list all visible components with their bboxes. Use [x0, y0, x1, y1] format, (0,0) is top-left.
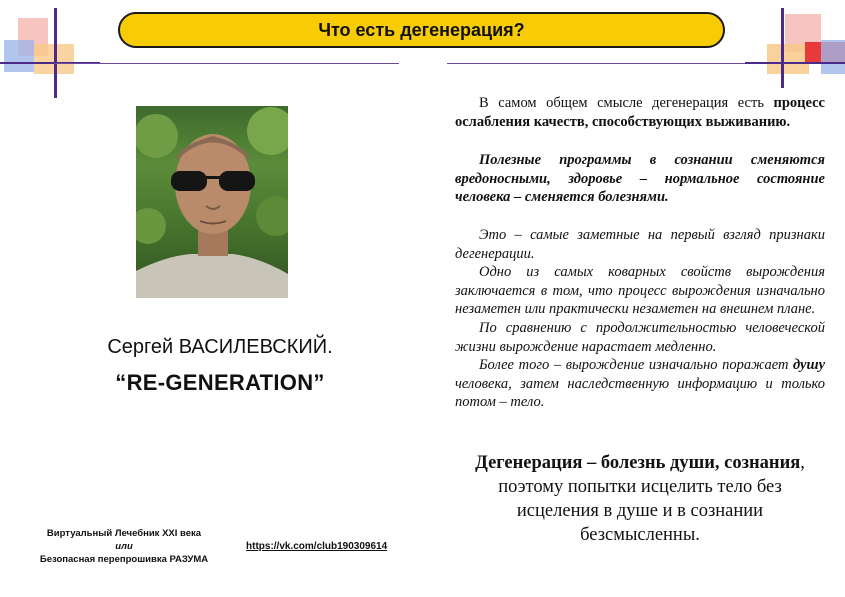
vk-link[interactable]: https://vk.com/club190309614 [246, 541, 388, 552]
comparison-text: По сравнению с продолжительностью человеческой жизни вырождение нарастает медленно. [455, 319, 825, 355]
programs-text: Полезные программы в сознании сменяются вредоносными, здоровье – нормальное состояние человека – сменяется болезнями. [455, 152, 825, 206]
author-photo [136, 106, 288, 298]
book-title: “RE-GENERATION” [115, 370, 325, 395]
paragraph-definition [455, 94, 825, 131]
footer-series [18, 527, 230, 566]
footer-line-3: Безопасная перепрошивка РАЗУМА [39, 554, 209, 565]
paragraph-programs [455, 151, 825, 207]
conclusion [455, 451, 825, 547]
definition-emphasis: процесс ослабления качеств, способствующих выживанию. [455, 95, 825, 130]
soul-word: душу [793, 357, 825, 374]
insidious-text: Одно из самых коварных свойств вырождения заключается в том, что процесс вырождения изначально незаметен или практически незаметен на внешнем плане. [455, 264, 825, 318]
conclusion-emphasis: Дегенерация – болезнь души, сознания [475, 453, 801, 473]
paragraph-group [455, 226, 825, 412]
footer-line-1: Виртуальный Лечебник XXI века [46, 528, 202, 539]
conclusion-text: , поэтому попытки исцелить тело без исцеления в душе и в сознании безсмысленны. [498, 453, 805, 545]
author-name: Сергей ВАСИЛЕВСКИЙ. [107, 336, 333, 358]
page-title: Что есть дегенерация? [118, 12, 725, 48]
soul-text-end: человека, затем наследственную информацию и только потом – тело. [455, 375, 825, 411]
corner-decoration-left [0, 0, 120, 100]
soul-paragraph [455, 356, 825, 412]
header-rule-left [54, 63, 399, 64]
soul-text-start: Более того – вырождение изначально поражает [479, 357, 794, 374]
signs-text: Это – самые заметные на первый взгляд признаки дегенерации. [455, 227, 825, 262]
footer-line-2: или [115, 541, 133, 552]
corner-decoration-right [735, 0, 845, 100]
definition-text: В самом общем смысле дегенерация есть [479, 95, 774, 111]
